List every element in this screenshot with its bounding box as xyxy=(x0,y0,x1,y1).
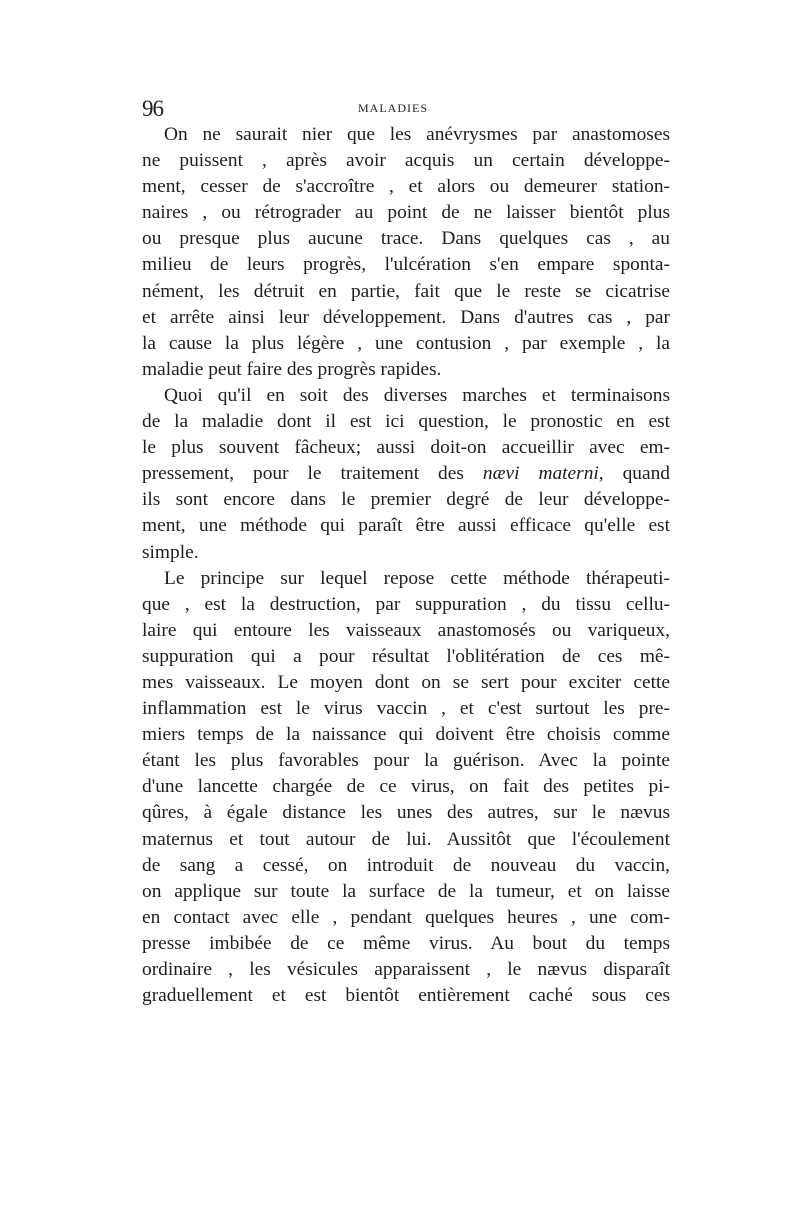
text-line: ment, une méthode qui paraît être aussi efficace qu'elle est xyxy=(142,515,670,537)
text-segment: pressement, pour le traitement des xyxy=(142,463,464,485)
text-line: milieu de leurs progrès, l'ulcération s'en empare sponta- xyxy=(142,254,670,276)
text-line: mes vaisseaux. Le moyen dont on se sert pour exciter cette xyxy=(142,671,670,693)
text-line: qûres, à égale distance les unes des autres, sur le nævus xyxy=(142,802,670,824)
text-line: simple. xyxy=(142,541,199,563)
text-line-mixed xyxy=(142,461,670,487)
text-line: d'une lancette chargée de ce virus, on fait des petites pi- xyxy=(142,776,670,798)
text-line: étant les plus favorables pour la guérison. Avec la pointe xyxy=(142,750,670,772)
text-line: graduellement et est bientôt entièrement caché sous ces xyxy=(142,985,670,1007)
text-line: ordinaire , les vésicules apparaissent , le nævus disparaît xyxy=(142,959,670,980)
text-line: On ne saurait nier que les anévrysmes par anastomoses xyxy=(164,124,670,145)
text-line: suppuration qui a pour résultat l'oblitération de ces mê- xyxy=(142,645,670,667)
page-header xyxy=(142,96,652,122)
text-line: inflammation est le virus vaccin , et c'est surtout les pre- xyxy=(142,698,670,720)
text-line: maternus et tout autour de lui. Aussitôt que l'écoulement xyxy=(142,828,670,850)
text-line: maladie peut faire des progrès rapides. xyxy=(142,358,442,380)
body-text xyxy=(142,122,670,1009)
text-line: la cause la plus légère , une contusion , par exemple , la xyxy=(142,332,670,354)
text-line: ou presque plus aucune trace. Dans quelques cas , au xyxy=(142,228,670,250)
text-line: Le principe sur lequel repose cette méthode thérapeuti- xyxy=(164,567,670,589)
text-line: ment, cesser de s'accroître , et alors ou demeurer station- xyxy=(142,176,670,198)
text-line: Quoi qu'il en soit des diverses marches et terminaisons xyxy=(164,384,670,406)
text-line: ils sont encore dans le premier degré de leur développe- xyxy=(142,489,670,511)
italic-term: nævi materni xyxy=(482,463,599,485)
text-line: presse imbibée de ce même virus. Au bout du temps xyxy=(142,932,670,954)
text-line: miers temps de la naissance qui doivent être choisis comme xyxy=(142,724,670,746)
text-line: nément, les détruit en partie, fait que le reste se cicatrise xyxy=(142,280,670,302)
text-line: on applique sur toute la surface de la tumeur, et on laisse xyxy=(142,880,670,902)
text-line: de la maladie dont il est ici question, le pronostic en est xyxy=(142,411,670,433)
text-line: en contact avec elle , pendant quelques heures , une com- xyxy=(142,906,670,928)
page-number: 96 xyxy=(142,96,163,121)
text-line: de sang a cessé, on introduit de nouveau du vaccin, xyxy=(142,854,670,876)
text-line: ne puissent , après avoir acquis un certain développe- xyxy=(142,150,670,172)
text-segment: , quand xyxy=(598,463,670,485)
running-head: MALADIES xyxy=(358,101,428,115)
text-line: laire qui entoure les vaisseaux anastomosés ou variqueux, xyxy=(142,619,670,641)
text-line: le plus souvent fâcheux; aussi doit-on accueillir avec em- xyxy=(142,437,670,459)
text-line: et arrête ainsi leur développement. Dans d'autres cas , par xyxy=(142,306,670,328)
text-line: que , est la destruction, par suppuration , du tissu cellu- xyxy=(142,593,670,615)
text-line: naires , ou rétrograder au point de ne laisser bientôt plus xyxy=(142,202,670,224)
